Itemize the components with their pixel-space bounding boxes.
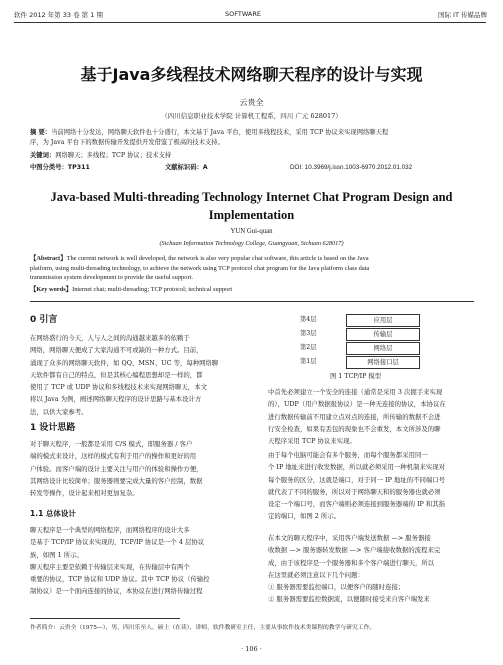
body-line: 收数据 —> 服务器转发数据 —> 客户端接收数据的流程来完 [268,546,441,555]
figure-layer-label: 第4层 [300,316,317,323]
figure-layer-label: 第2层 [300,344,317,351]
section-1-body [30,438,240,499]
figure-caption: 图 1 TCP/IP 模型 [330,373,382,380]
keywords-en-label: 【Key words】 [30,286,73,293]
body-line: 在网络盛行的今天，人与人之间的沟通越来越多的依赖于 [30,334,190,342]
body-line: 是基于 TCP/IP 协议来实现的，TCP/IP 协议是一个 4 层协议 [30,538,205,547]
body-line: 转发等操作，设计起来相对更加复杂。 [30,489,139,498]
body-line: 个 IP 地址来进行收发数据，所以就必须采用一种机制来实现对 [268,463,446,472]
body-line: 制协议）是一个面向连接的协议，本协议在进行网络传输过程 [30,587,203,596]
body-line: 重要的协议，TCP 协议和 UDP 协议。其中 TCP 协议（传输控 [30,575,210,584]
affiliation-cn: （四川信息职业技术学院 计算机工程系，四川 广元 628017） [161,112,342,120]
meta-cn [30,163,474,173]
body-line: 聊天程序是一个典型的网络程序，而网络程序的设计大多 [30,526,190,534]
section-intro-body [30,332,240,418]
title-en [20,188,483,224]
abstract-en-line: transmission system development to provide the useful support. [30,274,193,281]
header-rule [14,22,486,23]
keywords-en [30,285,474,295]
abstract-en-label: 【Abstract】 [30,255,67,262]
abstract-cn-line: 序，为 Java 平台下的数据传输开发提供开发借鉴了极高的技术支持。 [30,139,224,146]
header-brand: 国际 IT 传媒品牌 [437,11,487,19]
figure-layer-box: 网络接口层 [346,356,420,369]
section-1-1-heading: 1.1 总体设计 [30,509,76,518]
abstract-cn [30,128,474,148]
body-line: 的），UDP（用户数据报协议）是一种无连接的协议，本协议在 [268,400,446,409]
body-line: 将以 Java 为例，阐述网络聊天程序的设计思路与基本设计方 [30,395,202,404]
body-line: 对于聊天程序，一般都是采用 C/S 模式，即服务器 / 客户 [30,440,193,448]
title-cn: 基于Java多线程技术网络聊天程序的设计与实现 [80,65,423,84]
body-line: 涌现了众多的网络聊天软件，如 QQ、MSN、UC 等，每种网络聊 [30,358,219,367]
figure-layer-box: 网络层 [346,342,420,355]
right-body-c [268,532,474,606]
body-line: 端的模式来设计，这样的模式有利于用户的操作和更好的用 [30,452,197,461]
footnote-rule [30,618,180,619]
body-line: 在本文的聊天程序中，采用客户端发送数据 —> 服务器接 [268,534,431,542]
keywords-en-text: Internet chat; multi-threading; TCP protocol; technical support [72,286,233,293]
body-line: 成，由于该程序是一个服务器和多个客户端进行聊天，所以 [268,558,435,567]
abstract-cn-label: 摘 要： [30,129,52,136]
title-en-line: Implementation [208,208,295,222]
affiliation-en: (Sichuan Information Technology College, Guangyuan, Sichuan 628017) [159,240,344,247]
title-en-line: Java-based Multi-threading Technology Internet Chat Program Design and [50,190,453,204]
body-line: 聊天程序主要是依赖于传输层来实现，在传输层中有两个 [30,562,190,571]
author-footnote: 作者简介：云贵全（1975—），男，四川乐至人，硕士（在读），讲师，软件教研室主任，主要从事软件技术类课程的教学与研究工作。 [30,625,376,631]
body-line: ② 服务器需要监控数据流，以便随时接受来自客户端发来 [268,595,430,604]
body-line: 每个服务的区分，这就是端口，对于同一 IP 地址的不同端口号 [268,475,446,484]
page-number: · 106 · [241,645,262,653]
figure-layer-box: 传输层 [346,328,420,341]
doi: DOI: 10.3969/j.issn.1003-6970.2012.01.032 [290,164,413,171]
right-body-b [268,449,474,523]
figure-layer-box: 应用层 [346,314,420,327]
body-line: 网络，网络聊天便成了大家沟通不可或缺的一种方式。目前， [30,346,203,355]
figure-layer-label: 第3层 [300,330,317,337]
header-center: SOFTWARE [225,10,261,18]
body-line: ① 服务器需要监控端口，以便客户的随时连接； [268,583,405,592]
body-line: 在这里就必须注意以下几个问题： [268,570,364,579]
clc-number: 中图分类号：TP311 [30,164,90,171]
body-line: 法，以供大家参考。 [30,407,88,416]
body-line: 由于每个电脑可能会有多个服务，而每个服务都采用同一 [268,451,428,459]
section-intro-heading: 0 引言 [30,315,58,325]
section-1-1-body [30,524,240,598]
right-body-a [268,386,474,447]
body-line: 设定一个端口号，而客户端则必须连接到服务器端的 IP 和其指 [268,500,446,509]
body-line: 使用了 TCP 或 UDP 协议和多线程技术来实现网络聊天，本文 [30,383,207,392]
header-journal: 软件 2012 年第 33 卷 第 1 期 [14,11,103,19]
body-line: 行安全检查，如果有丢包的现象也不会重发，本文所涉及的聊 [268,424,441,433]
abstract-rule [30,301,474,302]
abstract-en-line: platform, using multi-threading technology, to achieve the network using TCP protocol chat program for the Java platform class data [30,264,370,272]
author-cn: 云贵全 [239,98,264,107]
document-code: 文献标识码：A [165,164,208,171]
body-line: 定的端口，如图 2 所示。 [268,512,341,521]
author-en: YUN Gui-quan [230,228,273,235]
body-line: 中首先必须建立一个安全的连接（通常是采用 3 次握手来实现 [268,388,443,396]
body-line: 天软件都有自己的特点，但是其核心编程思想却是一样的，都 [30,370,203,379]
body-line: 进行数据传输前不用建立点对点的连接，所传输的数据不会进 [268,412,441,421]
keywords-cn [30,151,474,161]
body-line: 就代表了不同的服务，所以对于网络聊天和的服务器也就必须 [268,487,441,496]
body-line: 其网络设计比较简单；服务器则要完成大量的客户控制，数据 [30,476,203,485]
body-line: 户体验。而客户端的设计主要关注与用户的体验和操作方便， [30,464,203,473]
keywords-cn-label: 关键词： [30,152,56,159]
body-line: 族，如图 1 所示。 [30,550,83,559]
abstract-en [30,254,474,283]
body-line: 天程序采用 TCP 协议来实现。 [268,437,356,446]
abstract-cn-line: 当前网络十分发达，网络聊天软件也十分盛行，本文基于 Java 平台，使用多线程技术，采用 TCP 协议来实现网络聊天程 [51,129,389,136]
abstract-en-line: The current network is well developed, the network is also very popular chat software, this article is based on the Java [66,255,369,262]
figure-layer-label: 第1层 [300,358,317,365]
keywords-cn-text: 网络聊天；多线程；TCP 协议；技术支持 [55,152,172,159]
section-1-heading: 1 设计思路 [30,423,76,433]
